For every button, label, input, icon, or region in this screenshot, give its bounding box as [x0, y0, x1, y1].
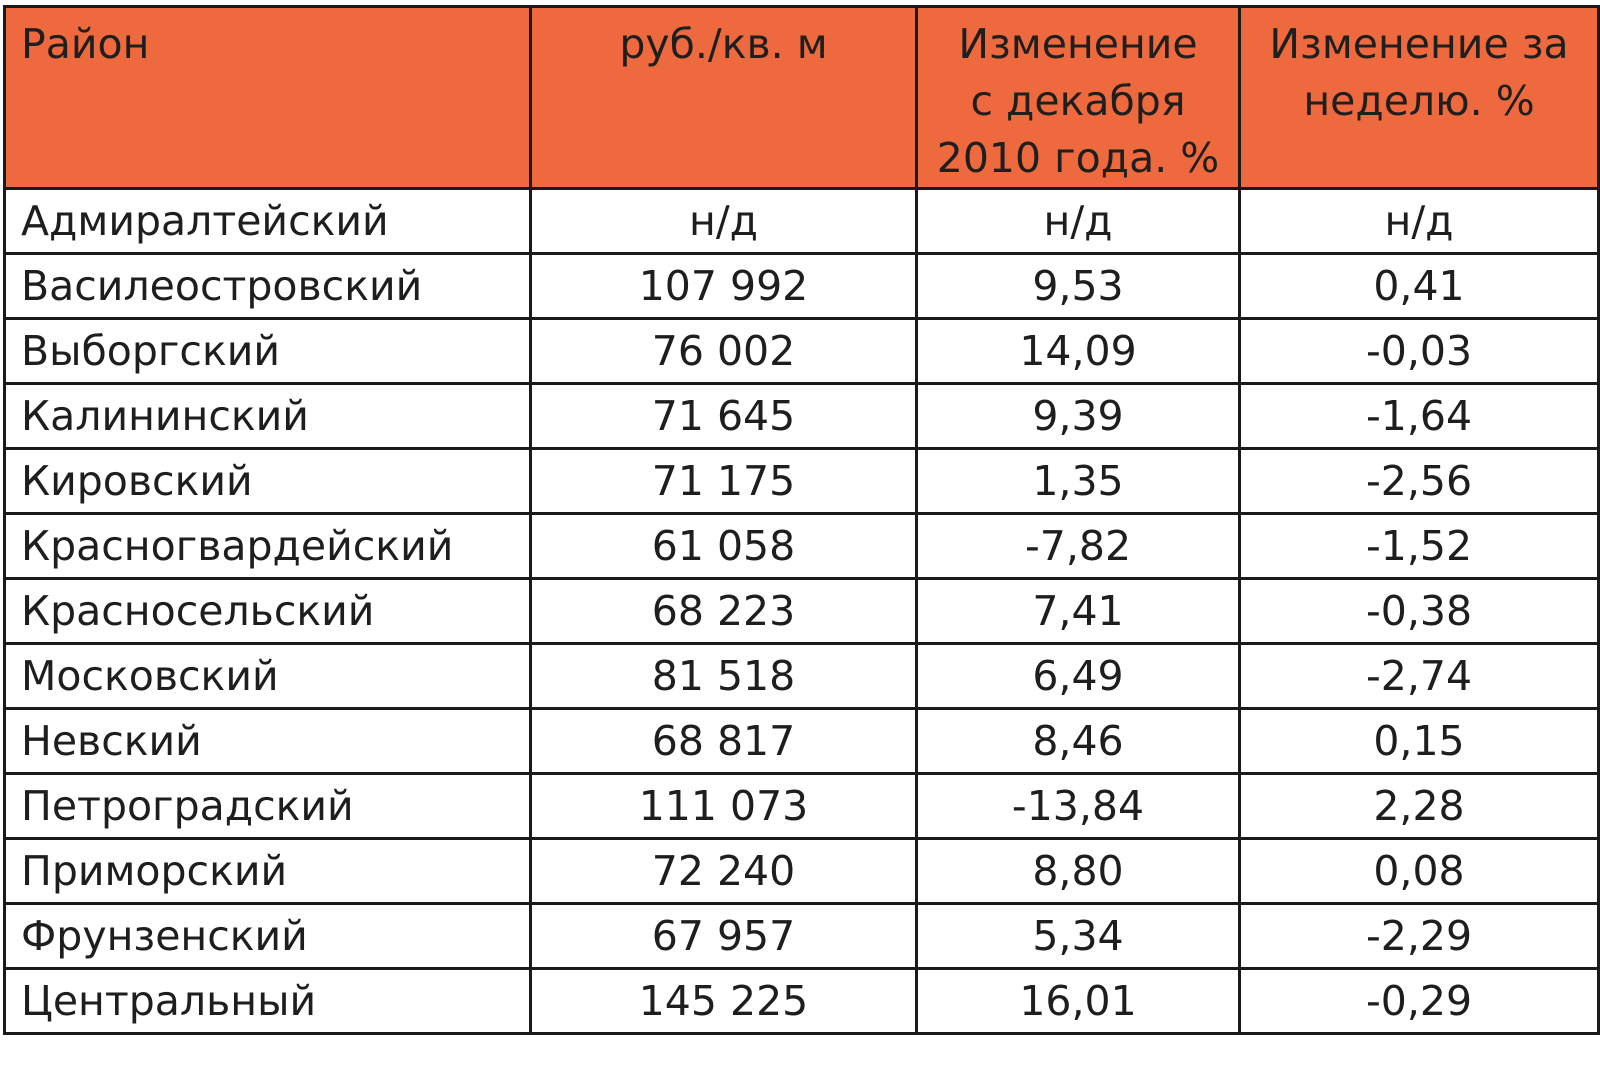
cell-change-week: -0,29	[1240, 969, 1599, 1034]
table-row	[5, 189, 1599, 254]
cell-district: Адмиралтейский	[5, 189, 531, 254]
table-body	[5, 189, 1599, 1034]
cell-change-week: -0,38	[1240, 579, 1599, 644]
cell-change-since-december: -7,82	[917, 514, 1240, 579]
cell-district: Фрунзенский	[5, 904, 531, 969]
cell-change-since-december: 9,39	[917, 384, 1240, 449]
cell-price: 71 175	[531, 449, 917, 514]
header-change-dec-line: 2010 года. %	[936, 134, 1220, 182]
district-price-table	[3, 5, 1600, 1035]
table-row	[5, 709, 1599, 774]
table-row	[5, 969, 1599, 1034]
cell-price: 111 073	[531, 774, 917, 839]
cell-change-since-december: 5,34	[917, 904, 1240, 969]
cell-district: Василеостровский	[5, 254, 531, 319]
cell-price: 61 058	[531, 514, 917, 579]
cell-price: 68 817	[531, 709, 917, 774]
table-row	[5, 449, 1599, 514]
cell-change-week: 0,41	[1240, 254, 1599, 319]
table-row	[5, 904, 1599, 969]
header-change-since-december	[917, 7, 1240, 189]
table-row	[5, 774, 1599, 839]
table-header	[5, 7, 1599, 189]
cell-district: Выборгский	[5, 319, 531, 384]
cell-change-since-december: н/д	[917, 189, 1240, 254]
cell-change-week: 0,15	[1240, 709, 1599, 774]
cell-change-week: -2,74	[1240, 644, 1599, 709]
cell-district: Калининский	[5, 384, 531, 449]
cell-change-since-december: 16,01	[917, 969, 1240, 1034]
header-district-label: Район	[21, 20, 150, 68]
cell-change-since-december: 7,41	[917, 579, 1240, 644]
cell-change-week: -1,64	[1240, 384, 1599, 449]
table-row	[5, 839, 1599, 904]
cell-change-since-december: 9,53	[917, 254, 1240, 319]
cell-price: 107 992	[531, 254, 917, 319]
header-price	[531, 7, 917, 189]
cell-change-week: -2,56	[1240, 449, 1599, 514]
header-change-week-line: Изменение за	[1269, 20, 1569, 68]
header-district	[5, 7, 531, 189]
cell-change-week: 2,28	[1240, 774, 1599, 839]
cell-change-week: -1,52	[1240, 514, 1599, 579]
cell-change-since-december: 1,35	[917, 449, 1240, 514]
cell-district: Приморский	[5, 839, 531, 904]
cell-district: Красносельский	[5, 579, 531, 644]
table-row	[5, 514, 1599, 579]
cell-change-since-december: 8,46	[917, 709, 1240, 774]
cell-price: 72 240	[531, 839, 917, 904]
cell-change-since-december: -13,84	[917, 774, 1240, 839]
cell-change-since-december: 8,80	[917, 839, 1240, 904]
header-price-line: руб./кв. м	[619, 20, 828, 68]
cell-district: Красногвардейский	[5, 514, 531, 579]
header-change-dec-line: Изменение	[958, 20, 1198, 68]
table-row	[5, 644, 1599, 709]
header-change-dec-line: с декабря	[970, 77, 1186, 125]
cell-price: 71 645	[531, 384, 917, 449]
cell-price: 68 223	[531, 579, 917, 644]
cell-change-week: 0,08	[1240, 839, 1599, 904]
table-row	[5, 319, 1599, 384]
header-change-week-line: неделю. %	[1303, 77, 1535, 125]
cell-district: Кировский	[5, 449, 531, 514]
cell-change-week: н/д	[1240, 189, 1599, 254]
cell-district: Центральный	[5, 969, 531, 1034]
cell-district: Московский	[5, 644, 531, 709]
header-row	[5, 7, 1599, 189]
cell-district: Петроградский	[5, 774, 531, 839]
cell-price: 76 002	[531, 319, 917, 384]
cell-change-since-december: 6,49	[917, 644, 1240, 709]
cell-change-week: -0,03	[1240, 319, 1599, 384]
cell-change-week: -2,29	[1240, 904, 1599, 969]
cell-change-since-december: 14,09	[917, 319, 1240, 384]
cell-price: 67 957	[531, 904, 917, 969]
cell-price: 81 518	[531, 644, 917, 709]
table-row	[5, 384, 1599, 449]
table-row	[5, 254, 1599, 319]
cell-district: Невский	[5, 709, 531, 774]
table-row	[5, 579, 1599, 644]
cell-price: н/д	[531, 189, 917, 254]
header-change-week	[1240, 7, 1599, 189]
cell-price: 145 225	[531, 969, 917, 1034]
